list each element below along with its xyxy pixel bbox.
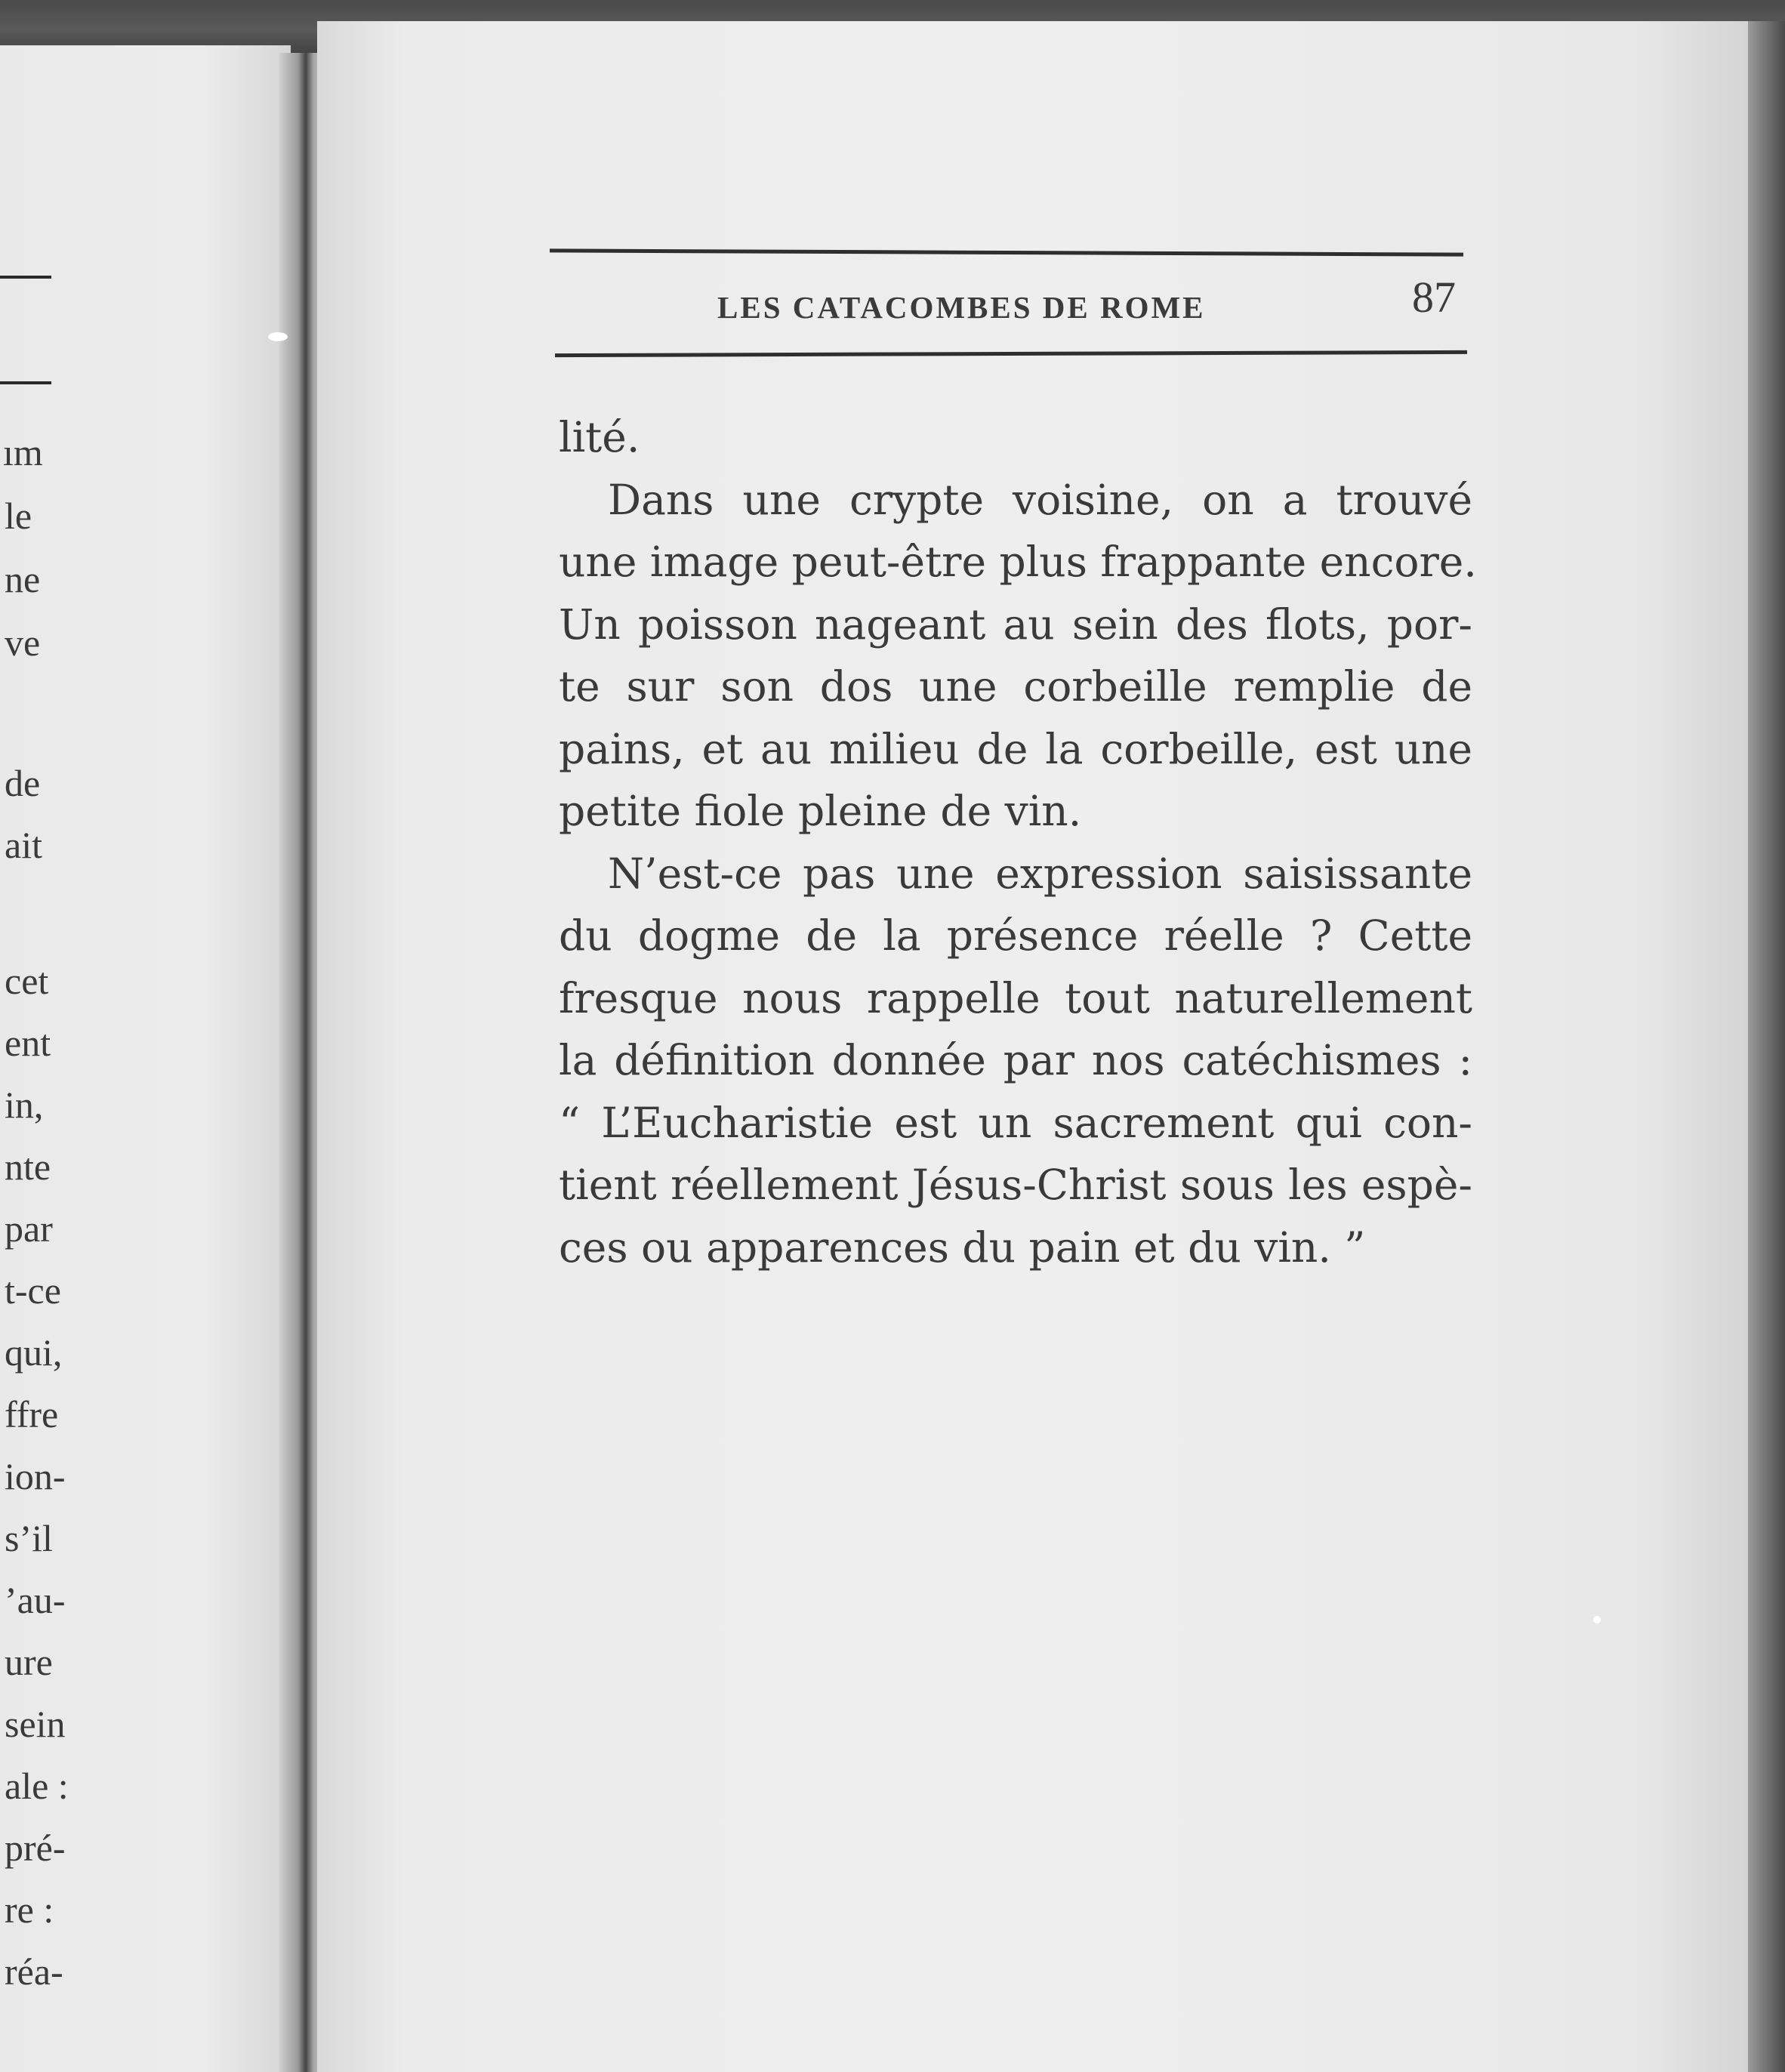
text-line: Un poisson nageant au sein des flots, por-	[559, 600, 1472, 649]
facing-page-fragment: cet	[5, 960, 49, 1002]
facing-page-fragment: ’au-	[5, 1579, 66, 1621]
facing-page-rule	[0, 276, 51, 279]
facing-page-fragment: par	[5, 1207, 53, 1250]
facing-page-fragment: ve	[5, 621, 41, 664]
text-line: te sur son dos une corbeille remplie de	[559, 662, 1472, 711]
facing-page-fragment: ne	[5, 558, 41, 600]
text-line: une image peut-être plus frappante encore.	[559, 538, 1477, 586]
facing-page-fragment: s’il	[5, 1517, 53, 1559]
text-line: la définition donnée par nos catéchismes :	[559, 1036, 1472, 1084]
page-number: 87	[1412, 273, 1456, 322]
text-line: “ L’Eucharistie est un sacrement qui con-	[559, 1098, 1472, 1147]
body-text	[559, 406, 1477, 1278]
facing-page-fragment: qui,	[5, 1331, 63, 1374]
text-line: pains, et au milieu de la corbeille, est une	[559, 724, 1472, 773]
paper-speck	[268, 332, 288, 341]
facing-page-fragment: de	[5, 762, 41, 804]
text-line: petite fiole pleine de vin.	[559, 787, 1082, 835]
facing-page-fragment: in,	[5, 1084, 44, 1126]
text-line: ces ou apparences du pain et du vin. ”	[559, 1223, 1366, 1272]
facing-page-fragment: pré-	[5, 1827, 66, 1869]
facing-page-fragment: réa-	[5, 1950, 63, 1993]
facing-page-fragment: re :	[5, 1889, 54, 1931]
text-line: N’est-ce pas une expression saisissante	[608, 849, 1472, 898]
facing-page-fragment: ion-	[5, 1455, 66, 1497]
facing-page-fragment: le	[5, 495, 32, 537]
text-line: lité.	[559, 413, 640, 461]
paper-speck	[1593, 1616, 1601, 1623]
text-line: du dogme de la présence réelle ? Cette	[559, 911, 1472, 960]
facing-page-fragment: t-ce	[5, 1269, 61, 1312]
facing-page-fragment: ale :	[5, 1765, 69, 1807]
facing-page-fragment: sein	[5, 1703, 66, 1745]
facing-page-rule	[0, 381, 51, 384]
text-line: Dans une crypte voisine, on a trouvé	[608, 475, 1472, 524]
facing-page-fragment: ım	[3, 431, 43, 473]
facing-page-fragment: nte	[5, 1145, 51, 1188]
text-line: fresque nous rappelle tout naturellement	[559, 973, 1472, 1022]
facing-page-fragment: ffre	[5, 1393, 59, 1435]
facing-page-fragment: ure	[5, 1641, 53, 1683]
text-line: tient réellement Jésus-Christ sous les espè-	[559, 1161, 1472, 1209]
running-head: LES CATACOMBES DE ROME	[717, 290, 1206, 325]
page-edge-shadow	[1748, 21, 1785, 2072]
facing-page-fragment: ent	[5, 1022, 51, 1064]
facing-page	[0, 45, 291, 2072]
facing-page-fragment: ait	[5, 824, 42, 866]
